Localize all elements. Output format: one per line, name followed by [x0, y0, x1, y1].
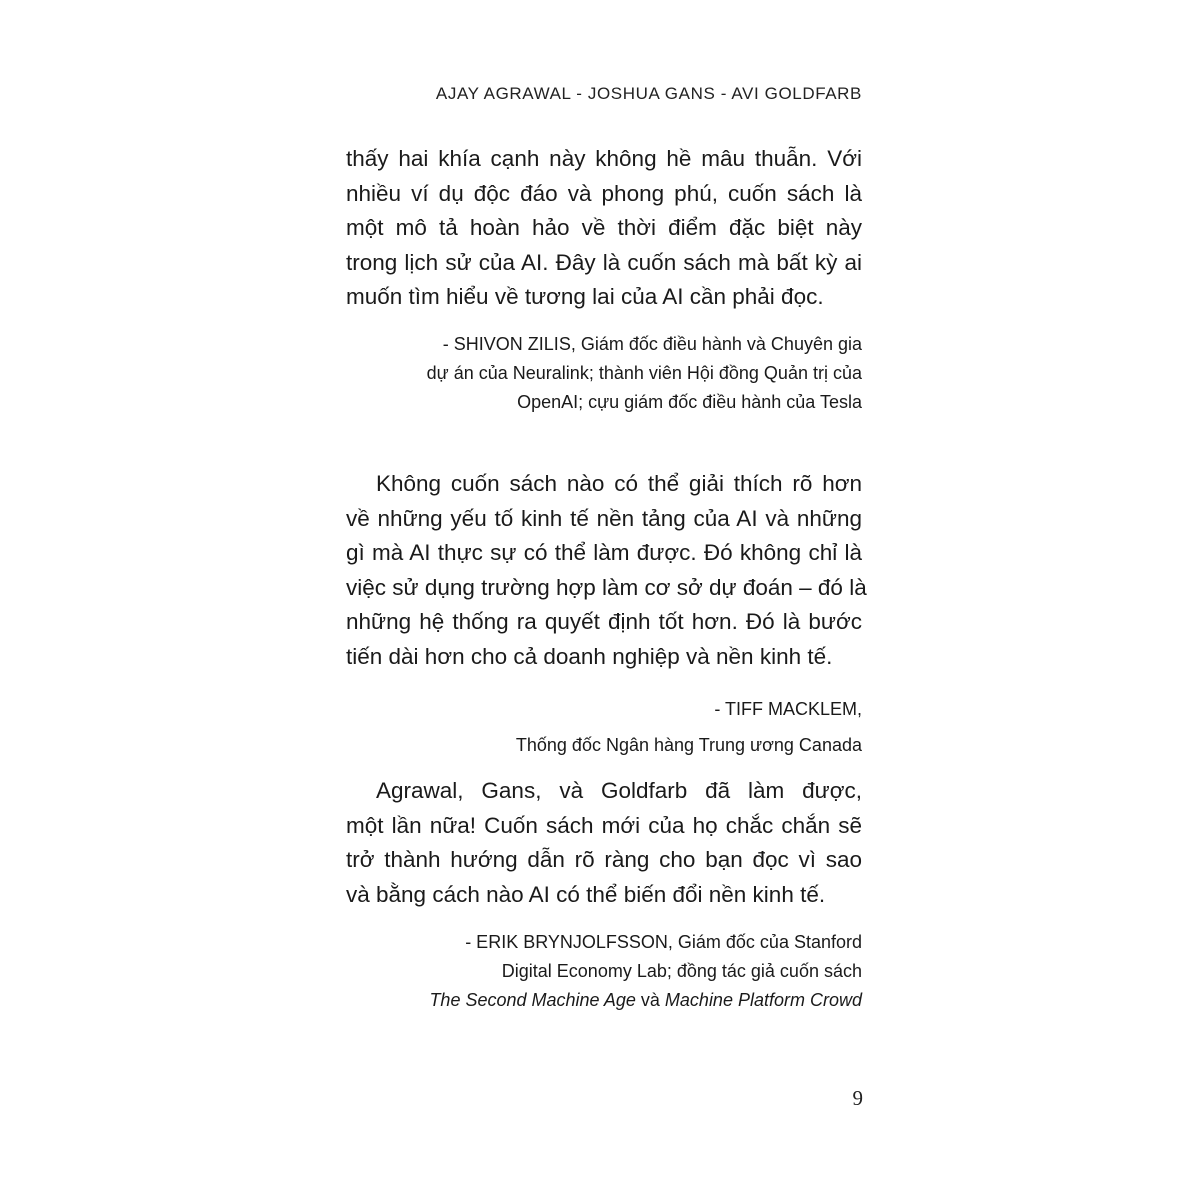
- blurb-1: [346, 142, 862, 315]
- book-title: Machine Platform Crowd: [664, 990, 862, 1010]
- blurb-3: [346, 774, 862, 912]
- blurb-line: gì mà AI thực sự có thể làm được. Đó không chỉ là: [346, 540, 862, 565]
- blurb-2-text: [346, 467, 867, 674]
- attribution-line: Thống đốc Ngân hàng Trung ương Canada: [515, 735, 862, 755]
- running-header: AJAY AGRAWAL - JOSHUA GANS - AVI GOLDFARB: [435, 84, 862, 103]
- blurb-1-attribution: [346, 330, 862, 417]
- blurb-line: và bằng cách nào AI có thể biến đổi nền kinh tế.: [346, 881, 826, 907]
- blurb-line: Agrawal, Gans, và Goldfarb đã làm được,: [376, 778, 862, 803]
- attribution-line: dự án của Neuralink; thành viên Hội đồng Quản trị của: [426, 363, 862, 383]
- attribution-line: - TIFF MACKLEM,: [714, 699, 862, 719]
- blurb-line: việc sử dụng trường hợp làm cơ sở dự đoán – đó là: [346, 574, 867, 600]
- book-title: The Second Machine Age: [429, 990, 636, 1010]
- blurb-line: nhiều ví dụ độc đáo và phong phú, cuốn sách là: [346, 180, 862, 206]
- attribution-line: OpenAI; cựu giám đốc điều hành của Tesla: [517, 392, 862, 412]
- attribution-line: - SHIVON ZILIS, Giám đốc điều hành và Chuyên gia: [442, 334, 862, 354]
- blurb-line: Không cuốn sách nào có thể giải thích rõ hơn: [376, 471, 862, 496]
- blurb-line: muốn tìm hiểu về tương lai của AI cần phải đọc.: [346, 284, 824, 309]
- attribution-line: - ERIK BRYNJOLFSSON, Giám đốc của Stanford: [465, 932, 862, 952]
- attribution-books-line: [346, 986, 862, 1015]
- blurb-line: tiến dài hơn cho cả doanh nghiệp và nền kinh tế.: [346, 643, 833, 669]
- blurb-line: những hệ thống ra quyết định tốt hơn. Đó là bước: [346, 609, 862, 634]
- attribution-line: Digital Economy Lab; đồng tác giả cuốn sách: [501, 961, 862, 981]
- blurb-line: một lần nữa! Cuốn sách mới của họ chắc chắn sẽ: [346, 812, 862, 838]
- page-number: 9: [852, 1086, 863, 1110]
- blurb-line: trong lịch sử của AI. Đây là cuốn sách mà bất kỳ ai: [346, 249, 862, 275]
- blurb-line: trở thành hướng dẫn rõ ràng cho bạn đọc vì sao: [346, 847, 862, 872]
- blurb-2: [346, 467, 867, 674]
- blurb-line: về những yếu tố kinh tế nền tảng của AI và những: [346, 505, 862, 531]
- blurb-3-attribution: [346, 928, 862, 1015]
- blurb-line: một mô tả hoàn hảo về thời điểm đặc biệt này: [346, 215, 862, 240]
- book-connector: và: [635, 990, 665, 1010]
- blurb-1-text: [346, 142, 862, 315]
- blurb-line: thấy hai khía cạnh này không hề mâu thuẫn. Với: [346, 146, 862, 171]
- blurb-3-text: [346, 774, 862, 912]
- blurb-2-attribution: [346, 691, 862, 763]
